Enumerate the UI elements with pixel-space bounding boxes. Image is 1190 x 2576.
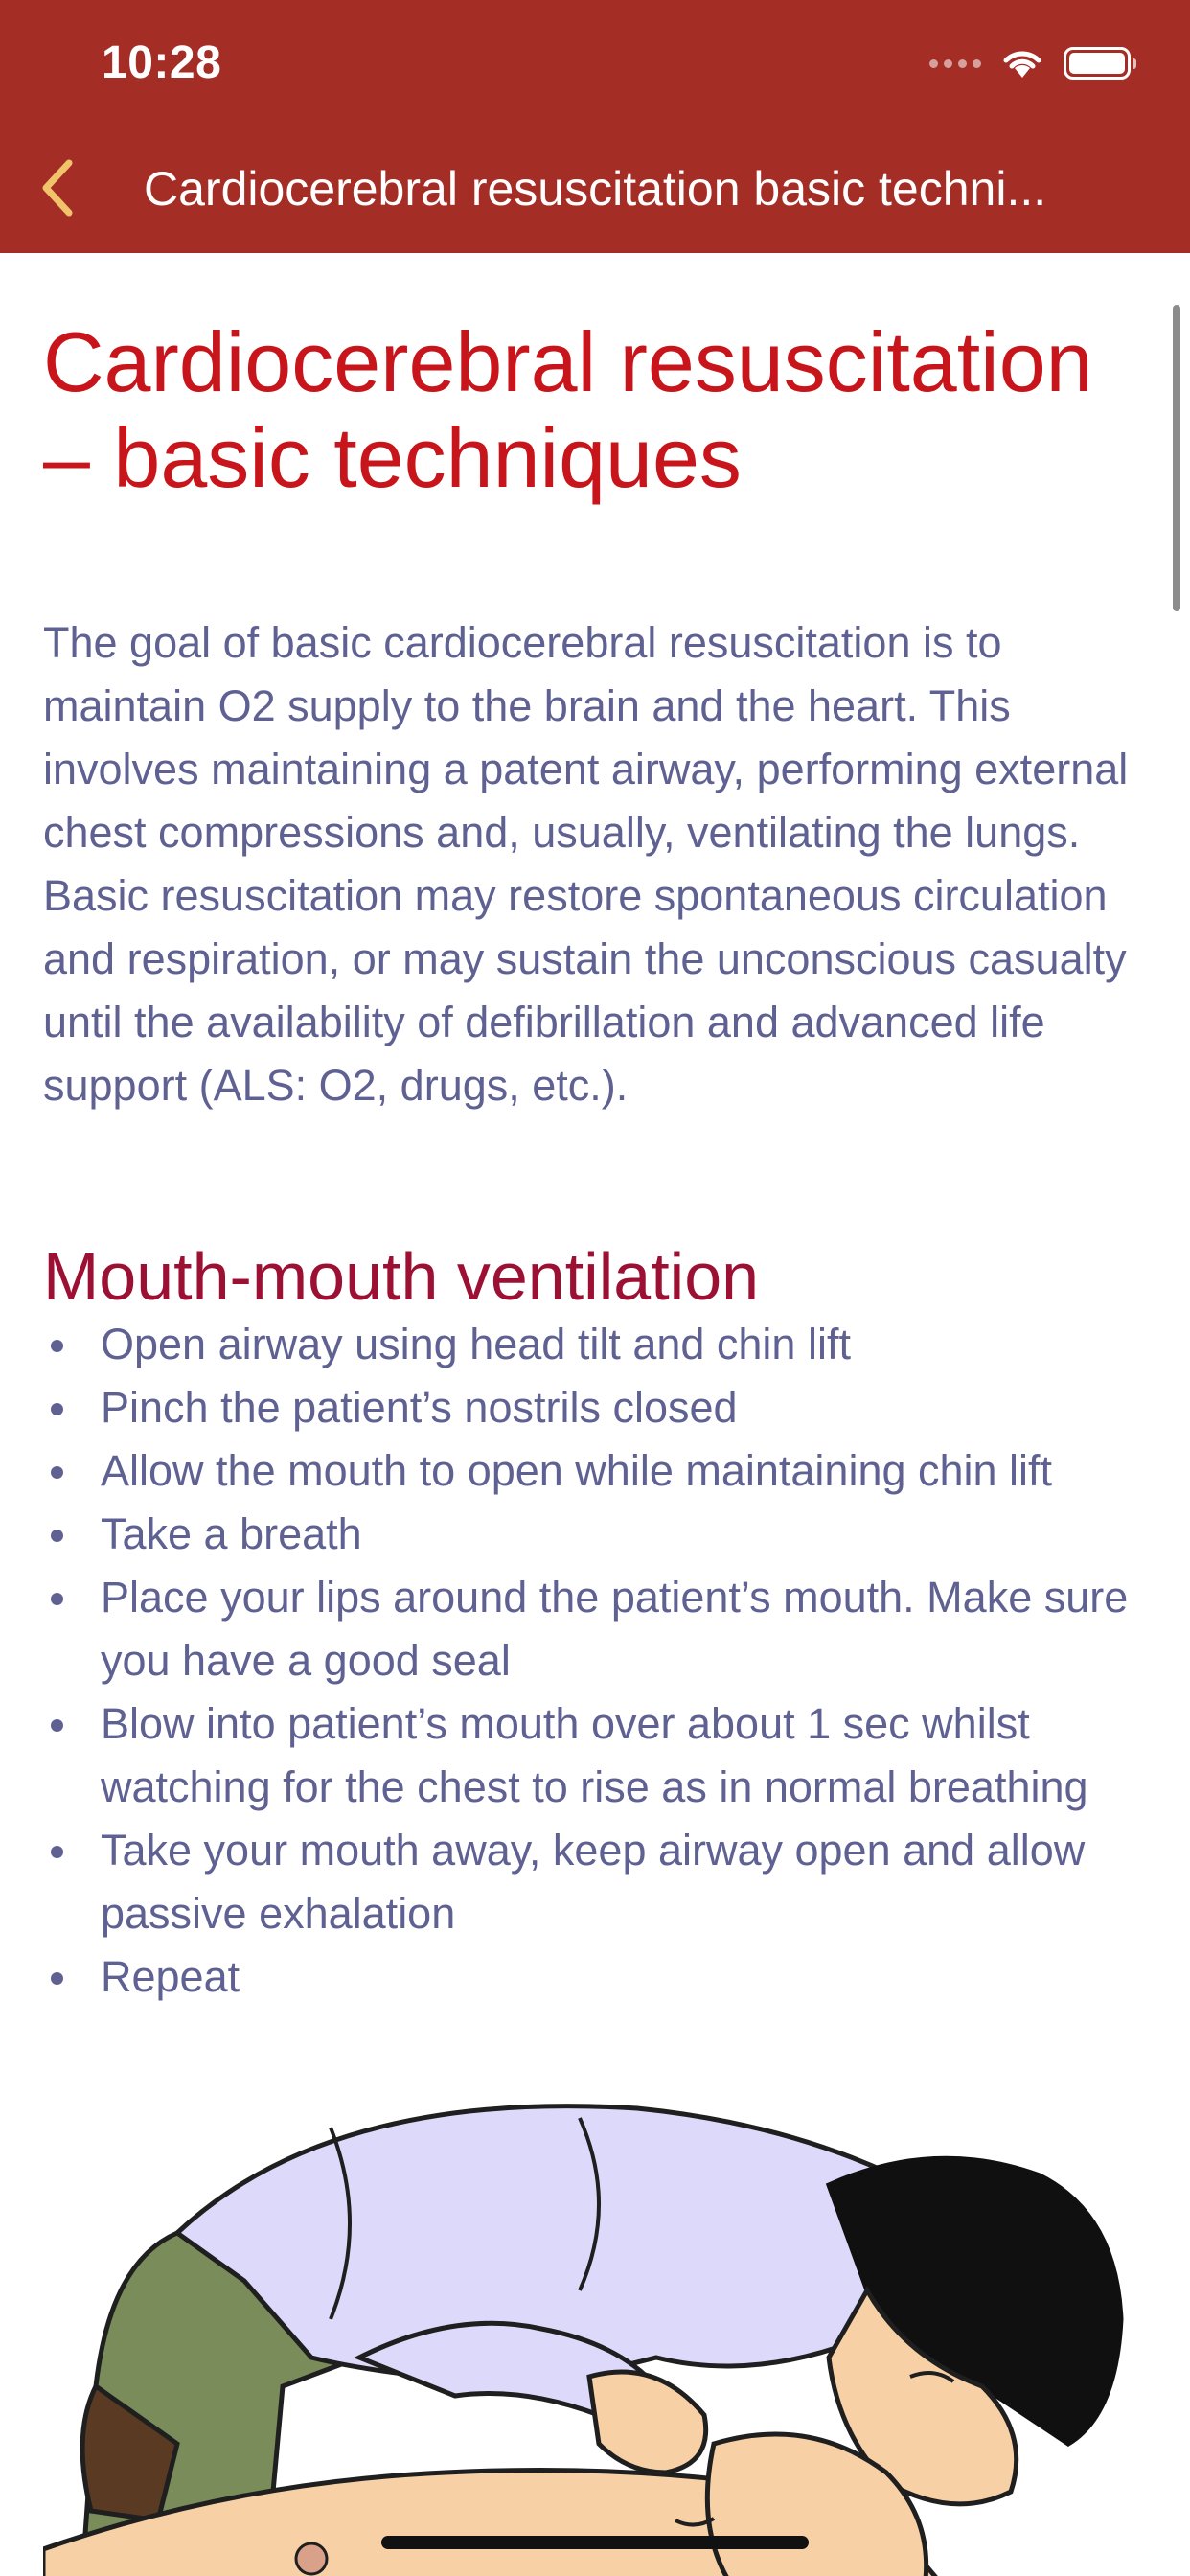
status-time: 10:28 (102, 37, 222, 88)
list-item: Blow into patient’s mouth over about 1 sec whilst watching for the chest to rise as in normal breathing (43, 1692, 1155, 1819)
list-item: Pinch the patient’s nostrils closed (43, 1376, 1155, 1439)
home-indicator[interactable] (381, 2536, 809, 2549)
battery-icon (1064, 47, 1131, 80)
page-title: Cardiocerebral resuscitation – basic techniques (43, 314, 1093, 505)
chevron-left-icon (38, 157, 77, 218)
mouth-to-mouth-illustration (43, 2070, 1147, 2576)
cellular-signal-icon (929, 59, 981, 68)
list-item: Place your lips around the patient’s mouth. Make sure you have a good seal (43, 1566, 1155, 1692)
list-item: Allow the mouth to open while maintaining chin lift (43, 1439, 1155, 1503)
wifi-icon (1000, 47, 1044, 80)
list-item: Take a breath (43, 1503, 1155, 1566)
status-icons (929, 44, 1131, 82)
list-item: Repeat (43, 1945, 1155, 2009)
navigation-bar (0, 0, 1190, 253)
back-button[interactable] (29, 153, 86, 222)
scrollbar[interactable] (1173, 305, 1180, 611)
nav-title: Cardiocerebral resuscitation basic techni... (144, 162, 1047, 216)
article-scroll-view[interactable] (0, 253, 1190, 2576)
list-item: Take your mouth away, keep airway open and allow passive exhalation (43, 1819, 1155, 1945)
section-title: Mouth-mouth ventilation (43, 1239, 760, 1314)
list-item: Open airway using head tilt and chin lift (43, 1313, 1155, 1376)
steps-list (43, 1313, 1155, 2009)
intro-paragraph: The goal of basic cardiocerebral resuscitation is to maintain O2 supply to the brain and the heart. This involves maintaining a patent airway, performing external chest compressions and, usually, ventilating the lungs. Basic resuscitation may restore spontaneous circulation and respiration, or may sustain the unconscious casualty until the availability of defibrillation and advanced life support (ALS: O2, drugs, etc.). (43, 618, 1129, 1110)
